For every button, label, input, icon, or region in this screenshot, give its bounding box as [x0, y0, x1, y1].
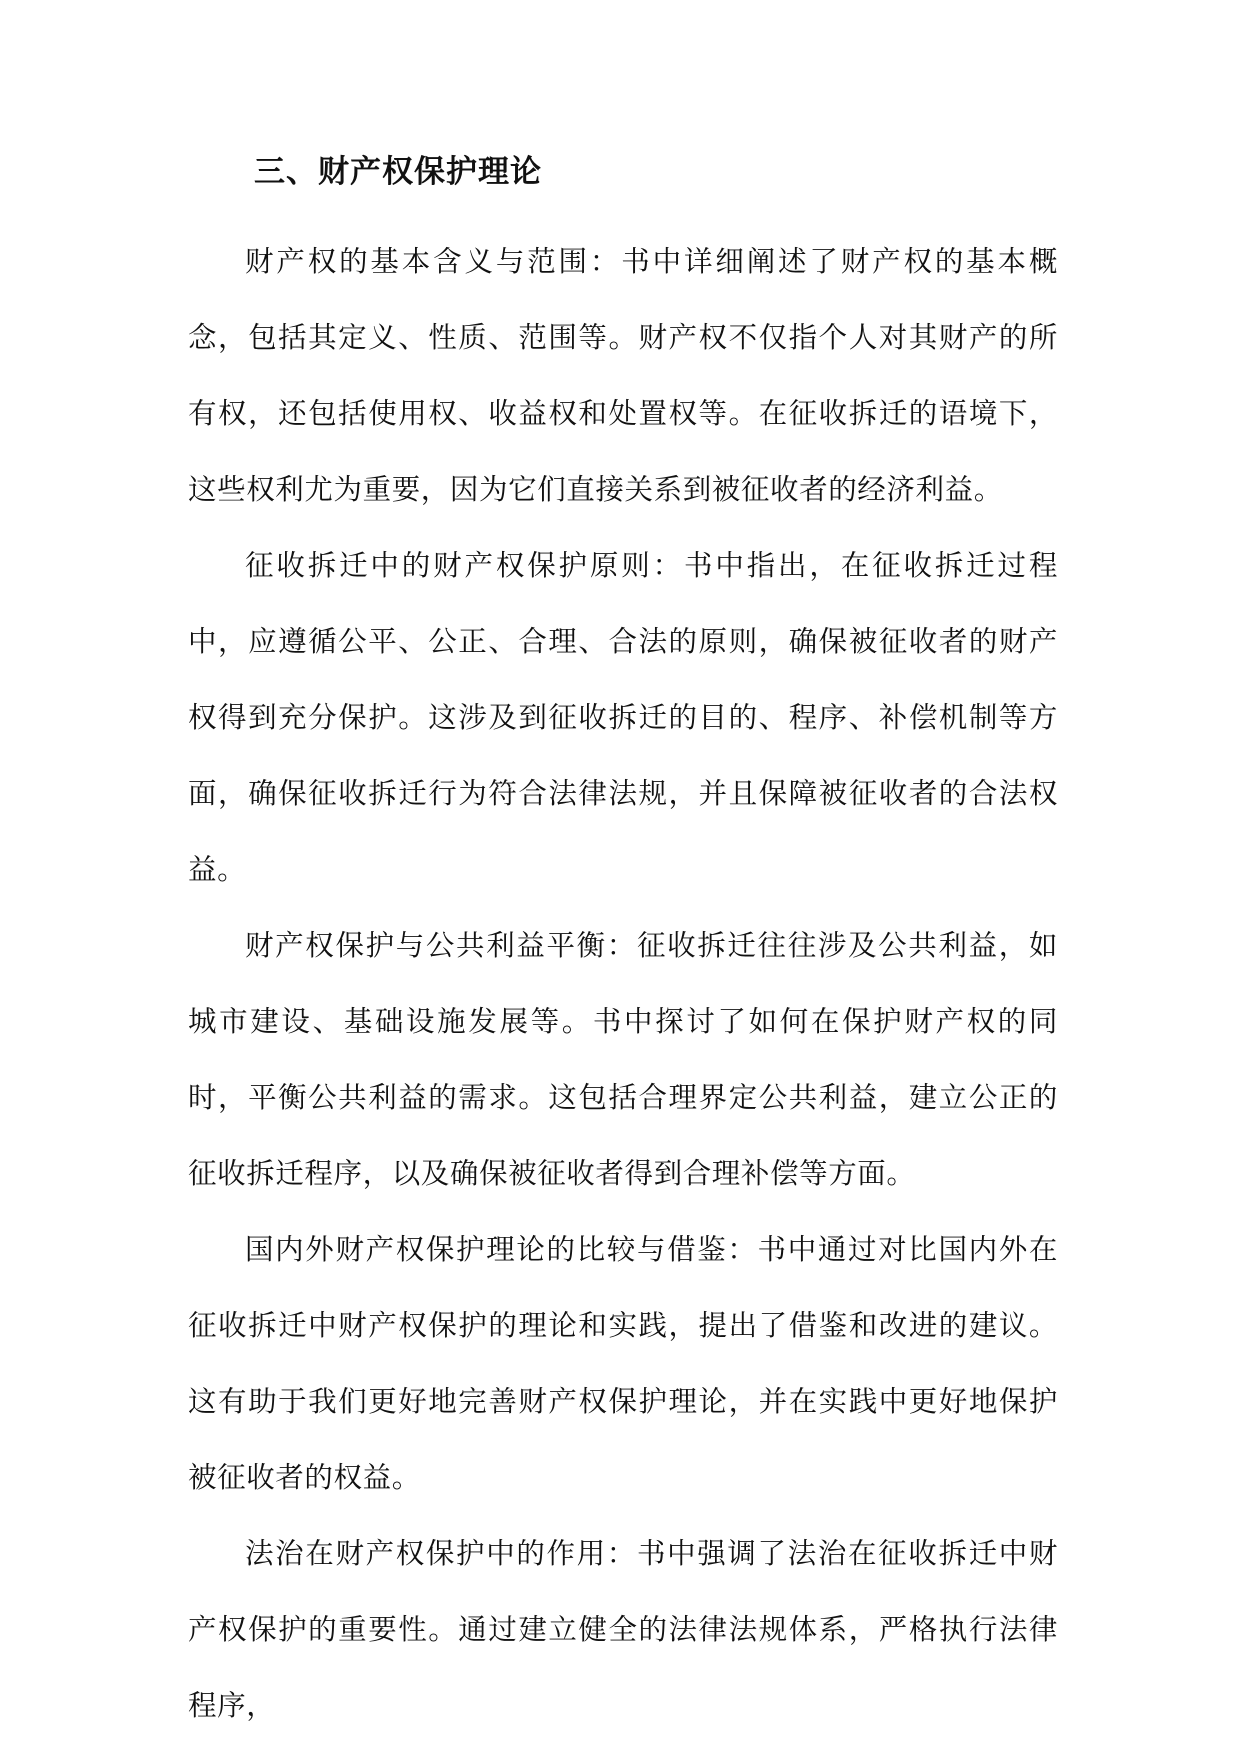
paragraph-property-rights-scope: 财产权的基本含义与范围：书中详细阐述了财产权的基本概念，包括其定义、性质、范围等。财产权不仅指个人对其财产的所有权，还包括使用权、收益权和处置权等。在征收拆迁的语境下，这些权利尤为重要，因为它们直接关系到被征收者的经济利益。 — [188, 245, 1058, 506]
section-heading: 三、财产权保护理论 — [254, 154, 542, 190]
document-body — [188, 150, 1058, 1744]
paragraph-rule-of-law: 法治在财产权保护中的作用：书中强调了法治在征收拆迁中财产权保护的重要性。通过建立健全的法律法规体系，严格执行法律程序， — [188, 1537, 1058, 1722]
paragraph-public-interest-balance: 财产权保护与公共利益平衡：征收拆迁往往涉及公共利益，如城市建设、基础设施发展等。书中探讨了如何在保护财产权的同时，平衡公共利益的需求。这包括合理界定公共利益，建立公正的征收拆迁程序，以及确保被征收者得到合理补偿等方面。 — [188, 929, 1058, 1190]
paragraph-protection-principles: 征收拆迁中的财产权保护原则：书中指出，在征收拆迁过程中，应遵循公平、公正、合理、合法的原则，确保被征收者的财产权得到充分保护。这涉及到征收拆迁的目的、程序、补偿机制等方面，确保征收拆迁行为符合法律法规，并且保障被征收者的合法权益。 — [188, 549, 1058, 886]
paragraph-comparison-reference: 国内外财产权保护理论的比较与借鉴：书中通过对比国内外在征收拆迁中财产权保护的理论和实践，提出了借鉴和改进的建议。这有助于我们更好地完善财产权保护理论，并在实践中更好地保护被征收者的权益。 — [188, 1233, 1058, 1494]
